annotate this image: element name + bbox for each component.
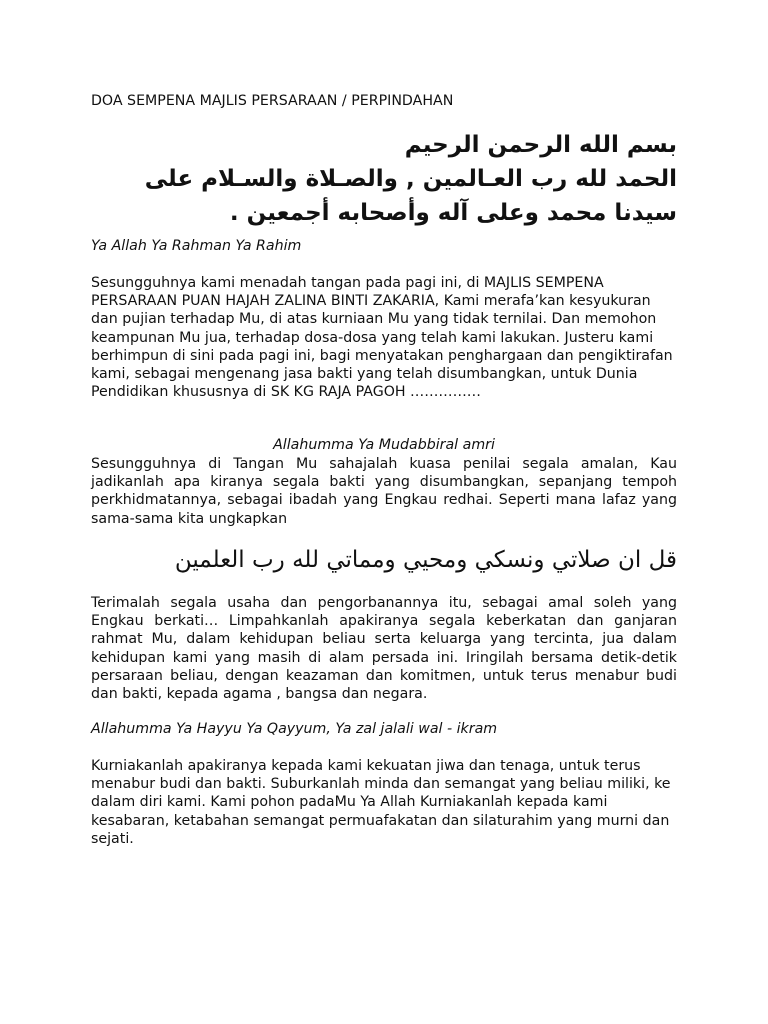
paragraph-2: Sesungguhnya di Tangan Mu sahajalah kuasa penilai segala amalan, Kau jadikanlah apa kiranya segala bakti yang disumbangkan, sepanjang tempoh perkhidmatannya, sebagai ibadah yang Engkau redhai. Seperti mana lafaz yang sama-sama kita ungkapkan (91, 456, 677, 527)
invocation-2: Allahumma Ya Mudabbiral amri (273, 437, 495, 453)
arabic-opening-line-3: سيدنا محمد وعلى آله وأصحابه أجمعين . (229, 200, 677, 226)
paragraph-3: Terimalah segala usaha dan pengorbanannya itu, sebagai amal soleh yang Engkau berkati… Limpahkanlah apakiranya segala keberkatan dan ganjaran rahmat Mu, dalam kehidupan beliau serta keluarga yang tercinta, jua dalam kehidupan kami yang masih di alam persada ini. Iringilah bersama detik-detik persaraan beliau, dengan keazaman dan komitmen, untuk terus menabur budi dan bakti, kepada agama , bangsa dan negara. (91, 595, 677, 703)
invocation-3: Allahumma Ya Hayyu Ya Qayyum, Ya zal jalali wal - ikram (91, 721, 498, 737)
arabic-opening (91, 128, 677, 230)
invocation-1: Ya Allah Ya Rahman Ya Rahim (91, 238, 302, 254)
arabic-verse: قل ان صلاتي ونسكي ومحيي ومماتي لله رب العلمين (174, 547, 677, 573)
paragraph-1: Sesungguhnya kami menadah tangan pada pagi ini, di MAJLIS SEMPENA PERSARAAN PUAN HAJAH ZALINA BINTI ZAKARIA, Kami merafa’kan kesyukuran dan pujian terhadap Mu, di atas kurniaan Mu yang tidak ternilai. Dan memohon keampunan Mu jua, terhadap dosa-dosa yang telah kami lakukan. Justeru kami berhimpun di sini pada pagi ini, bagi menyatakan penghargaan dan pengiktirafan kami, sebagai mengenang jasa bakti yang telah disumbangkan, untuk Dunia Pendidikan khususnya di SK KG RAJA PAGOH …………… (91, 275, 673, 401)
arabic-opening-line-2: الحمد لله رب العـالمين , والصـلاة والسـلام على (144, 166, 677, 192)
document-title: DOA SEMPENA MAJLIS PERSARAAN / PERPINDAHAN (91, 93, 454, 109)
arabic-opening-line-1: بسم الله الرحمن الرحيم (404, 132, 677, 158)
paragraph-4: Kurniakanlah apakiranya kepada kami kekuatan jiwa dan tenaga, untuk terus menabur budi dan bakti. Suburkanlah minda dan semangat yang beliau miliki, ke dalam diri kami. Kami pohon padaMu Ya Allah Kurniakanlah kepada kami kesabaran, ketabahan semangat permuafakatan dan silaturahim yang murni dan sejati. (91, 758, 671, 847)
